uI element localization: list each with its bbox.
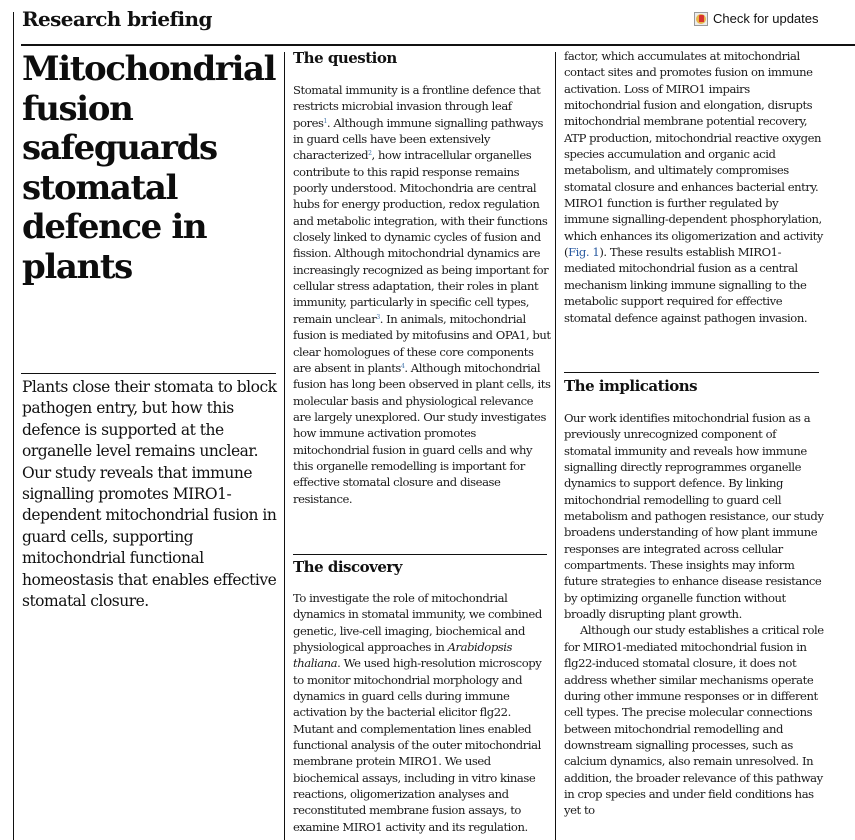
discovery-text: ). These results establish MIRO1-mediated mitochondrial fusion as a central mechanism linking immune signalling to the metabolic support required for effective stomatal defence against pathogen invasion. bbox=[564, 245, 808, 325]
question-text: , how intracellular organelles contribute to this rapid response remains poorly understood. Mitochondria are central hubs for energy production, redox regulation and metabolic integration, with their functions closely linked to dynamic cycles of fusion and fission. Although mitochondrial dynamics are increasingly recognized as being important for cellular stress adaptation, their roles in plant immunity, particularly in specific cell types, remain unclear bbox=[293, 148, 549, 326]
discovery-text: factor, which accumulates at mitochondrial contact sites and promotes fusion on immune activation. Loss of MIRO1 impairs mitochondrial fusion and elongation, disrupts mitochondrial membrane potential recovery, ATP production, mitochondrial reactive oxygen species accumulation and organic acid metabolism, and ultimately compromises stomatal closure and enhances bacterial entry. MIRO1 function is further regulated by immune signalling-dependent phosphorylation, which enhances its oligomerization and activity ( bbox=[564, 49, 823, 260]
check-for-updates-label: Check for updates bbox=[713, 11, 819, 26]
left-margin-rule bbox=[13, 12, 14, 840]
summary-rule bbox=[21, 373, 276, 374]
article-summary: Plants close their stomata to block pathogen entry, but how this defence is supported at the organelle level remains unclear. Our study reveals that immune signalling promotes MIRO1-dependent mitochondrial fusion in guard cells, supporting mitochondrial functional homeostasis that enables effective stomatal closure. bbox=[22, 378, 277, 611]
heading-the-implications: The implications bbox=[564, 377, 698, 395]
question-text: Stomatal immunity is a frontline defence that restricts microbial invasion through leaf pores bbox=[293, 83, 541, 130]
implications-body bbox=[564, 410, 824, 840]
discovery-text: To investigate the role of mitochondrial dynamics in stomatal immunity, we combined genetic, live-cell imaging, biochemical and physiological approaches in bbox=[293, 591, 542, 655]
figure-1-link[interactable]: Fig. 1 bbox=[568, 245, 600, 260]
discovery-body-continued bbox=[564, 48, 824, 326]
reference-4[interactable]: 4 bbox=[400, 362, 405, 370]
implications-rule bbox=[564, 372, 819, 373]
column-divider-2 bbox=[555, 52, 556, 840]
question-text: . Although immune signalling pathways in guard cells have been extensively characterized bbox=[293, 115, 543, 163]
article-title: Mitochondrial fusion safeguards stomatal defence in plants bbox=[22, 49, 276, 287]
discovery-body bbox=[293, 590, 551, 840]
check-for-updates-button[interactable] bbox=[694, 11, 819, 26]
question-text: . Although mitochondrial fusion has long been observed in plant cells, its molecular basis and physiological relevance are largely unexplored. Our study investigates how immune activation promotes mitochondrial fusion in guard cells and why this organelle remodelling is important for effective stomatal closure and disease resistance. bbox=[293, 360, 551, 506]
heading-the-question: The question bbox=[293, 49, 397, 67]
heading-the-discovery: The discovery bbox=[293, 558, 402, 576]
reference-2[interactable]: 2 bbox=[368, 150, 372, 158]
reference-3[interactable]: 3 bbox=[376, 313, 380, 321]
column-divider-1 bbox=[284, 52, 285, 840]
header-rule bbox=[21, 44, 855, 46]
discovery-rule bbox=[293, 554, 547, 555]
implications-paragraph-2: Although our study establishes a critical role for MIRO1-mediated mitochondrial fusion in flg22-induced stomatal closure, it does not address whether similar mechanisms operate during other immune responses or in different cell types. The precise molecular connections between mitochondrial remodelling and downstream signalling processes, such as calcium dynamics, also remain unresolved. In addition, the broader relevance of this pathway in crop species and under field conditions has yet to bbox=[564, 623, 824, 818]
implications-paragraph-1: Our work identifies mitochondrial fusion as a previously unrecognized component of stomatal immunity and reveals how immune signalling directly reprogrammes organelle dynamics to support defence. By linking mitochondrial remodelling to guard cell metabolism and pathogen resistance, our study broadens understanding of how plant immune responses are integrated across cellular compartments. These insights may inform future strategies to enhance disease resistance by optimizing organelle function without broadly disrupting plant growth. bbox=[564, 411, 824, 622]
discovery-text: . We used high-resolution microscopy to monitor mitochondrial morphology and dynamics in guard cells during immune activation by the bacterial elicitor flg22. Mutant and complementation lines enabled functional analysis of the outer mitochondrial membrane protein MIRO1. We used biochemical assays, including in vitro kinase reactions, oligomerization analyses and reconstituted membrane fusion assays, to examine MIRO1 activity and its regulation. bbox=[293, 656, 542, 834]
section-label: Research briefing bbox=[22, 7, 212, 31]
question-body bbox=[293, 82, 551, 507]
question-text: . In animals, mitochondrial fusion is mediated by mitofusins and OPA1, but clear homologues of these core components are absent in plants bbox=[293, 311, 551, 375]
species-name: Arabidopsis thaliana bbox=[293, 640, 513, 671]
crossmark-badge-icon bbox=[694, 12, 708, 26]
reference-1[interactable]: 1 bbox=[323, 117, 327, 125]
